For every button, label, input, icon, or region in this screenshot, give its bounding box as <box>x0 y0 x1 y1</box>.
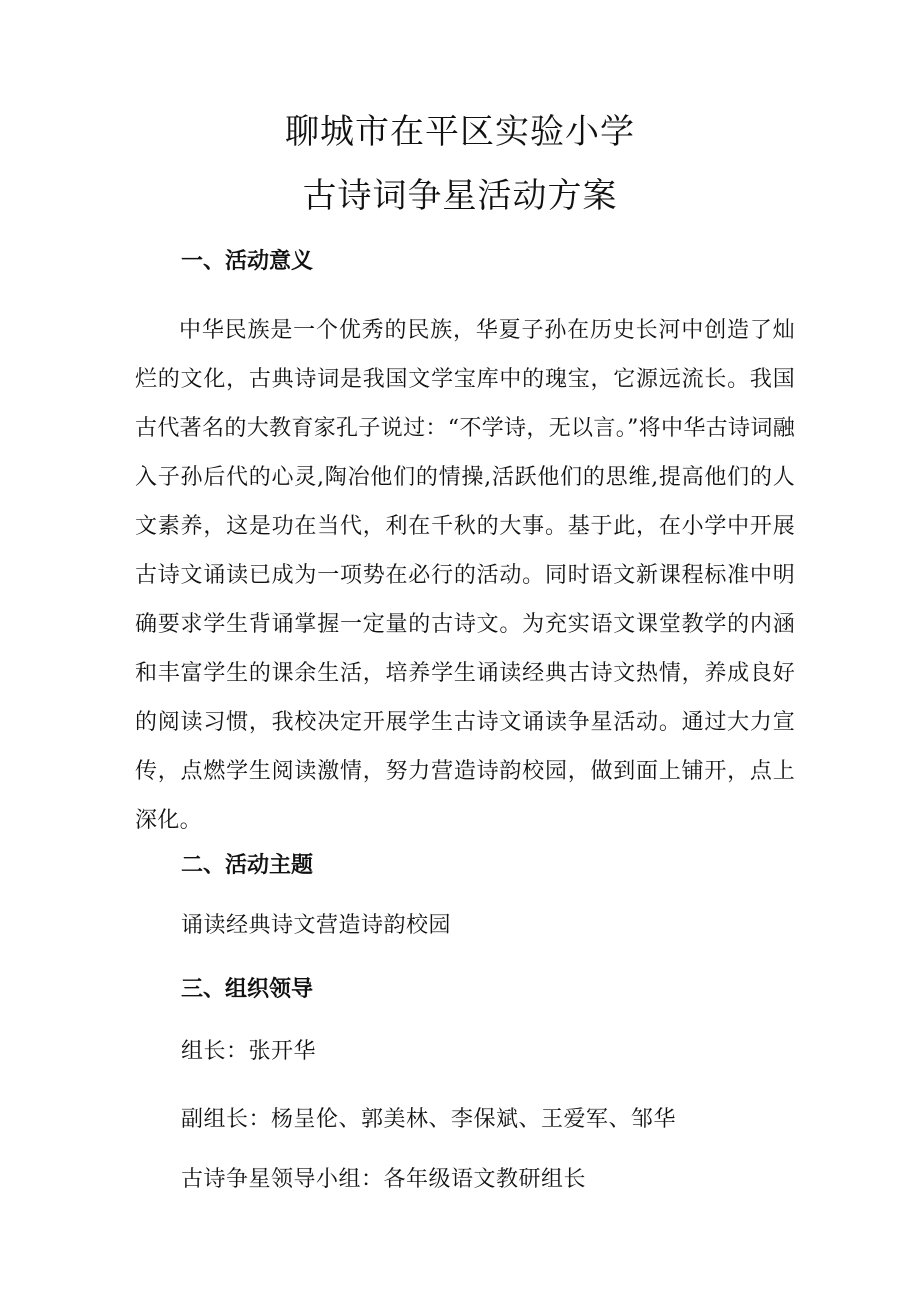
document-title-line-1: 聊城市在平区实验小学 <box>285 112 635 152</box>
deputy-leader-text: 副组长：杨呈伦、郭美林、李保斌、王爱军、邹华 <box>181 1107 677 1132</box>
leadership-group-text: 古诗争星领导小组：各年级语文教研组长 <box>181 1167 587 1192</box>
section-heading-significance: 一、活动意义 <box>181 249 314 274</box>
section-heading-leadership: 三、组织领导 <box>181 977 314 1002</box>
section-heading-theme: 二、活动主题 <box>181 853 314 878</box>
section-paragraph-significance: 中华民族是一个优秀的民族，华夏子孙在历史长河中创造了灿烂的文化，古典诗词是我国文学宝库中的瑰宝，它源远流长。我国古代著名的大教育家孔子说过：“不学诗，无以言。”将中华古诗词融入子孙后代的心灵,陶冶他们的情操,活跃他们的思维,提高他们的人文素养，这是功在当代，利在千秋的大事。基于此，在小学中开展古诗文诵读已成为一项势在必行的活动。同时语文新课程标准中明确要求学生背诵掌握一定量的古诗文。为充实语文课堂教学的内涵和丰富学生的课余生活，培养学生诵读经典古诗文热情，养成良好的阅读习惯，我校决定开展学生古诗文诵读争星活动。通过大力宣传，点燃学生阅读激情，努力营造诗韵校园，做到面上铺开，点上深化。 <box>135 318 795 833</box>
leader-text: 组长：张开华 <box>181 1039 317 1064</box>
theme-text: 诵读经典诗文营造诗韵校园 <box>181 913 452 938</box>
document-title-line-2: 古诗词争星活动方案 <box>302 176 618 216</box>
